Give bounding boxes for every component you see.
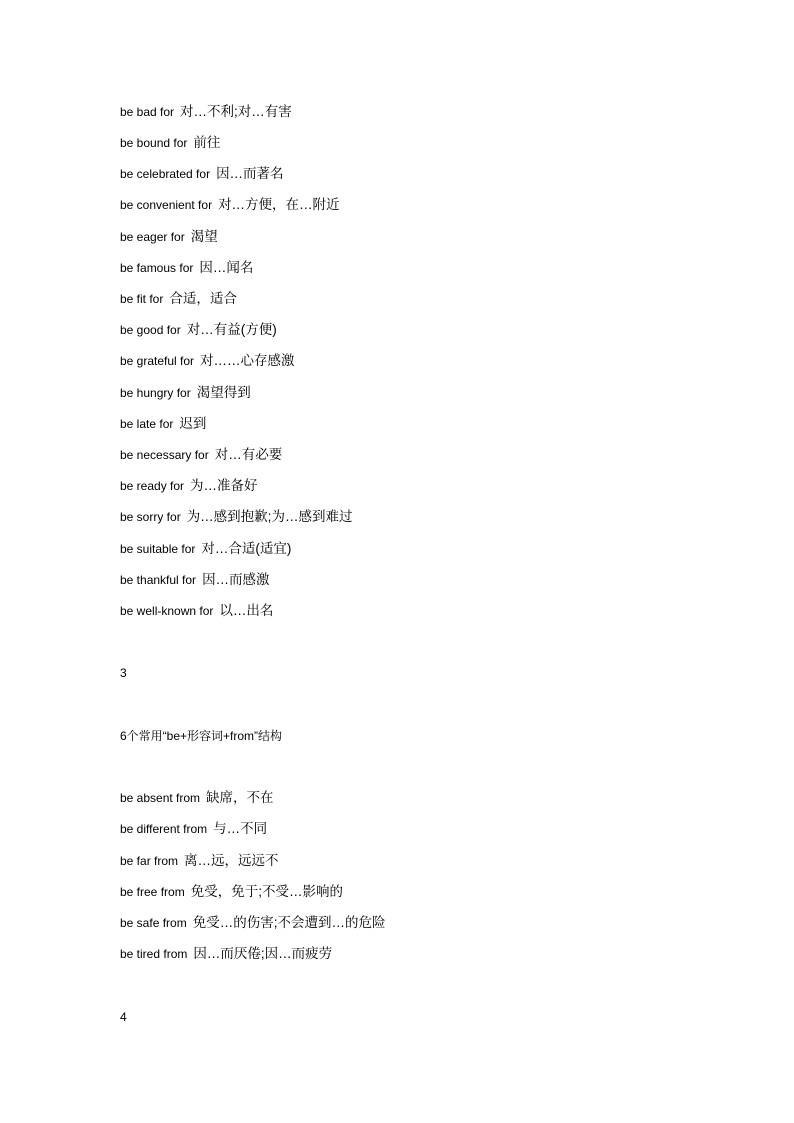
list-item: be suitable for 对…合适(适宜): [120, 541, 292, 556]
list-item: be free from 免受，免于;不受…影响的: [120, 884, 343, 899]
list-item: be sorry for 为…感到抱歉;为…感到难过: [120, 509, 353, 524]
list-item: be good for 对…有益(方便): [120, 322, 277, 337]
list-item: be well-known for 以…出名: [120, 603, 274, 618]
list-item: be eager for 渴望: [120, 229, 218, 244]
list-item: be thankful for 因…而感激: [120, 572, 270, 587]
list-item: be bound for 前往: [120, 135, 221, 150]
list-item: be ready for 为…准备好: [120, 478, 258, 493]
list-item: be convenient for 对…方便，在…附近: [120, 197, 340, 212]
list-item: be absent from 缺席，不在: [120, 790, 274, 805]
list-item: be tired from 因…而厌倦;因…而疲劳: [120, 946, 333, 961]
list-item: be famous for 因…闻名: [120, 260, 254, 275]
list-item: be safe from 免受…的伤害;不会遭到…的危险: [120, 915, 386, 930]
list-item: be celebrated for 因…而著名: [120, 166, 284, 181]
list-item: be necessary for 对…有必要: [120, 447, 283, 462]
list-item: be far from 离…远，远远不: [120, 853, 279, 868]
section-heading: 6个常用“be+形容词+from”结构: [120, 729, 283, 743]
list-item: be hungry for 渴望得到: [120, 385, 251, 400]
list-item: be different from 与…不同: [120, 821, 268, 836]
section-number: 3: [120, 666, 127, 680]
section-number: 4: [120, 1010, 127, 1024]
list-item: be fit for 合适，适合: [120, 291, 237, 306]
list-item: be bad for 对…不利;对…有害: [120, 104, 292, 119]
list-item: be grateful for 对……心存感激: [120, 353, 295, 368]
list-item: be late for 迟到: [120, 416, 207, 431]
